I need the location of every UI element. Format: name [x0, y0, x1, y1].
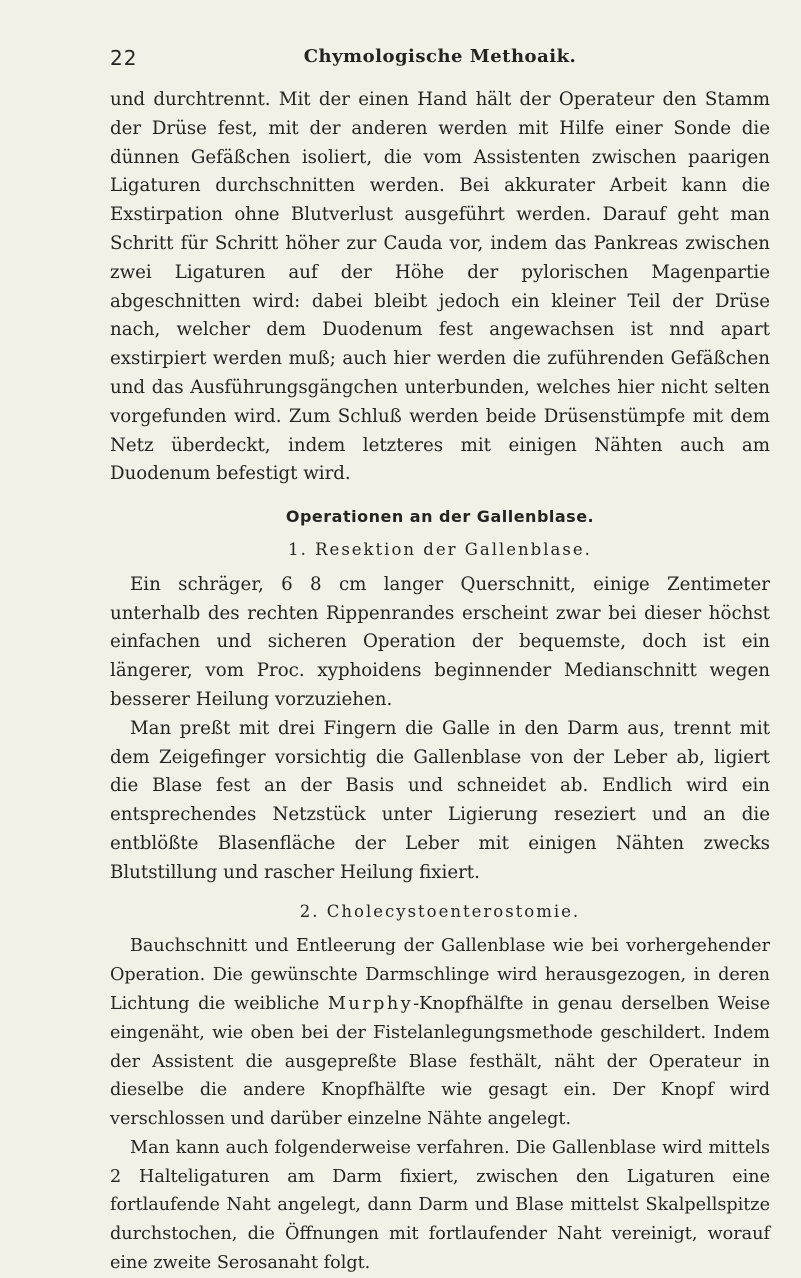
paragraph-cholecysto-1 [110, 932, 770, 1134]
paragraph-cholecysto-1-part-a: Bauchschnitt und Entleerung der Gallenblase wie bei vorhergehender Operation. Die gewünschte Darmschlinge wird herausgezogen, in deren Lichtung die weibliche [110, 936, 770, 1014]
subsection-heading-cholecystoenterostomie: 2. Cholecystoenterostomie. [299, 901, 581, 921]
subsection-heading-resektion: 1. Resektion der Gallenblase. [288, 539, 592, 559]
paragraph-cholecysto-2: Man kann auch folgenderweise verfahren. Die Gallenblase wird mittels 2 Halteligaturen am Darm fixiert, zwischen den Ligaturen eine fortlaufende Naht angelegt, dann Darm und Blase mittelst Skalpellspitze durchstochen, die Öffnungen mit fortlaufender Naht vereinigt, worauf eine zweite Serosanaht folgt. [110, 1137, 770, 1274]
page-number: 22 [110, 46, 138, 70]
small-text-block [110, 932, 770, 1278]
running-head-title: Chymologische Methoaik. [303, 46, 577, 67]
paragraph-cholecysto-1-part-b: -Knopfhälfte in genau derselben Weise eingenäht, wie oben bei der Fistelanlegungsmethode geschildert. Indem der Assistent die ausgepreßte Blase festhält, näht der Operateur in dieselbe die andere Knopfhälfte wie gesagt ein. Der Knopf wird verschlossen und darüber einzelne Nähte angelegt. [110, 993, 770, 1130]
intro-paragraph: und durchtrennt. Mit der einen Hand hält der Operateur den Stamm der Drüse fest, mit der anderen werden mit Hilfe einer Sonde die dünnen Gefäßchen isoliert, die vom Assistenten zwischen paarigen Ligaturen durchschnitten werden. Bei akkurater Arbeit kann die Exstirpation ohne Blutverlust ausgeführt werden. Darauf geht man Schritt für Schritt höher zur Cauda vor, indem das Pankreas zwischen zwei Ligaturen auf der Höhe der pylorischen Magenpartie abgeschnitten wird: dabei bleibt jedoch ein kleiner Teil der Drüse nach, welcher dem Duodenum fest angewachsen ist nnd apart exstirpiert werden muß; auch hier werden die zuführenden Gefäßchen und das Ausführungsgängchen unterbunden, welches hier nicht selten vorgefunden wird. Zum Schluß werden beide Drüsenstümpfe mit dem Netz überdeckt, indem letzteres mit einigen Nähten auch am Duodenum befestigt wird. [110, 89, 770, 485]
running-head [110, 46, 770, 74]
paragraph-resektion-1: Ein schräger, 6 8 cm langer Querschnitt, einige Zentimeter unterhalb des rechten Rippenrandes erscheint zwar bei dieser höchst einfachen und sicheren Operation der bequemste, doch ist ein längerer, vom Proc. xyphoidens beginnender Medianschnitt wegen besserer Heilung vorzuziehen. [110, 573, 770, 710]
paragraph-resektion-2: Man preßt mit drei Fingern die Galle in den Darm aus, trennt mit dem Zeigefinger vorsichtig die Gallenblase von der Leber ab, ligiert die Blase fest an der Basis und schneidet ab. Endlich wird ein entsprechendes Netzstück unter Ligierung reseziert und an die entblößte Blasenfläche der Leber mit einigen Nähten zwecks Blutstillung und rascher Heilung fixiert. [110, 717, 770, 883]
paragraph-cholecysto-1-name: Murphy [327, 993, 414, 1014]
body-text [110, 86, 770, 1278]
section-heading: Operationen an der Gallenblase. [285, 507, 595, 527]
